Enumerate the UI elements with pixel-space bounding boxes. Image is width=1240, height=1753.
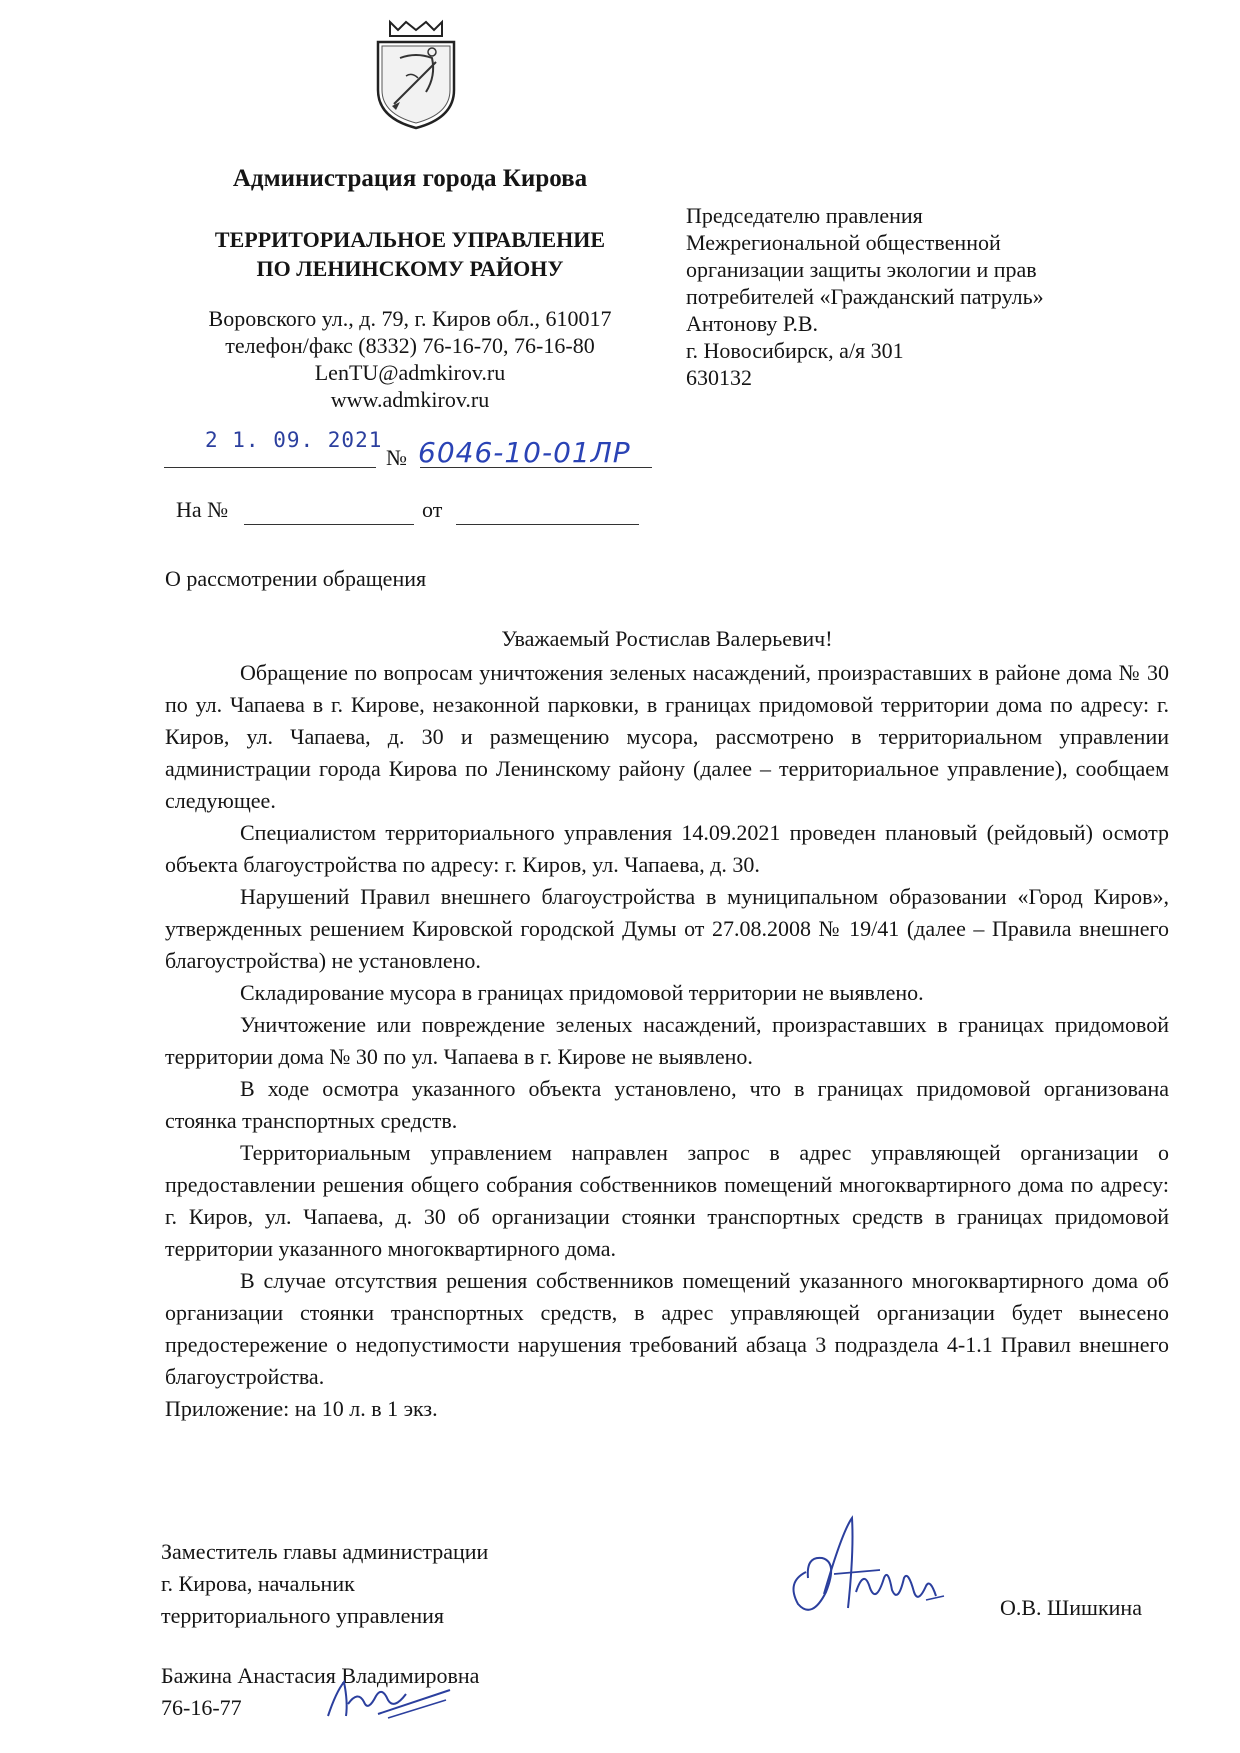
org-email: LenTU@admkirov.ru: [314, 360, 506, 385]
signer-position: [161, 1536, 581, 1632]
addressee-line: Межрегиональной общественной: [686, 230, 1001, 255]
initials-signature-icon: [318, 1672, 468, 1722]
org-subdivision: [160, 225, 660, 283]
org-sub-line: ТЕРРИТОРИАЛЬНОЕ УПРАВЛЕНИЕ: [214, 227, 606, 252]
body-paragraph: В ходе осмотра указанного объекта установлено, что в границах придомовой организована стоянка транспортных средств.: [165, 1076, 1169, 1133]
attachment-note: Приложение: на 10 л. в 1 экз.: [165, 1396, 438, 1421]
signer-name: О.В. Шишкина: [1000, 1595, 1142, 1620]
letter-salutation: Уважаемый Ростислав Валерьевич!: [501, 626, 833, 651]
addressee-line: Председателю правления: [686, 203, 923, 228]
addressee-line: Антонову Р.В.: [686, 311, 819, 336]
reference-number-line: [244, 499, 414, 525]
reg-number-handwritten: 6046-10-01ЛР: [418, 436, 631, 469]
signer-position-line: территориального управления: [161, 1603, 445, 1628]
reference-date-label: от: [422, 497, 443, 522]
reg-date-stamp: 2 1. 09. 2021: [205, 428, 383, 452]
addressee-line: потребителей «Гражданский патруль»: [686, 284, 1044, 309]
signer-position-line: Заместитель главы администрации: [161, 1539, 489, 1564]
body-paragraph: Уничтожение или повреждение зеленых насаждений, произраставших в границах придомовой территории дома № 30 по ул. Чапаева в г. Кирове не выявлено.: [165, 1012, 1169, 1069]
signer-position-line: г. Кирова, начальник: [161, 1571, 355, 1596]
letter-body: [165, 657, 1169, 1425]
org-title: Администрация города Кирова: [232, 165, 588, 192]
addressee-line: 630132: [686, 365, 752, 390]
coat-of-arms-icon: [370, 18, 462, 130]
org-phone: телефон/факс (8332) 76-16-70, 76-16-80: [225, 333, 595, 358]
letter-subject: О рассмотрении обращения: [165, 566, 427, 591]
executor-phone: 76-16-77: [161, 1695, 242, 1720]
addressee-block: [686, 202, 1146, 391]
body-paragraph: Нарушений Правил внешнего благоустройства в муниципальном образовании «Город Киров», утвержденных решением Кировской городской Думы от 27.08.2008 № 19/41 (далее – Правила внешнего благоустройства) не установлено.: [165, 884, 1169, 973]
body-paragraph: Складирование мусора в границах придомовой территории не выявлено.: [240, 980, 924, 1005]
org-address: Воровского ул., д. 79, г. Киров обл., 610017: [208, 306, 612, 331]
executor-name: Бажина Анастасия Владимировна: [161, 1663, 480, 1688]
handwritten-signature-icon: [776, 1512, 956, 1622]
reference-number-label: На №: [176, 497, 229, 522]
body-paragraph: Территориальным управлением направлен запрос в адрес управляющей организации о предоставлении решения общего собрания собственников помещений многоквартирного дома по адресу: г. Киров, ул. Чапаева, д. 30 об организации стоянки транспортных средств в границах придомовой территории указанного многоквартирного дома.: [165, 1140, 1169, 1261]
org-website: www.admkirov.ru: [330, 387, 490, 412]
body-paragraph: В случае отсутствия решения собственников помещений указанного многоквартирного дома об организации стоянки транспортных средств, в адрес управляющей организации будет вынесено предостережение о недопустимости нарушения требований абзаца 3 подраздела 4-1.1 Правил внешнего благоустройства.: [165, 1268, 1169, 1389]
body-paragraph: Специалистом территориального управления 14.09.2021 проведен плановый (рейдовый) осмотр объекта благоустройства по адресу: г. Киров, ул. Чапаева, д. 30.: [165, 820, 1169, 877]
org-sub-line: ПО ЛЕНИНСКОМУ РАЙОНУ: [256, 256, 564, 281]
reference-date-line: [456, 499, 639, 525]
addressee-line: г. Новосибирск, а/я 301: [686, 338, 904, 363]
org-contacts: [160, 305, 660, 413]
body-paragraph: Обращение по вопросам уничтожения зеленых насаждений, произраставших в районе дома № 30 по ул. Чапаева в г. Кирове, незаконной парковки, в границах придомовой территории дома по адресу: г. Киров, ул. Чапаева, д. 30 и размещению мусора, рассмотрено в территориальном управлении администрации города Кирова по Ленинскому району (далее – территориальное управление), сообщаем следующее.: [165, 660, 1169, 813]
reg-number-label: №: [386, 445, 407, 470]
addressee-line: организации защиты экологии и прав: [686, 257, 1037, 282]
